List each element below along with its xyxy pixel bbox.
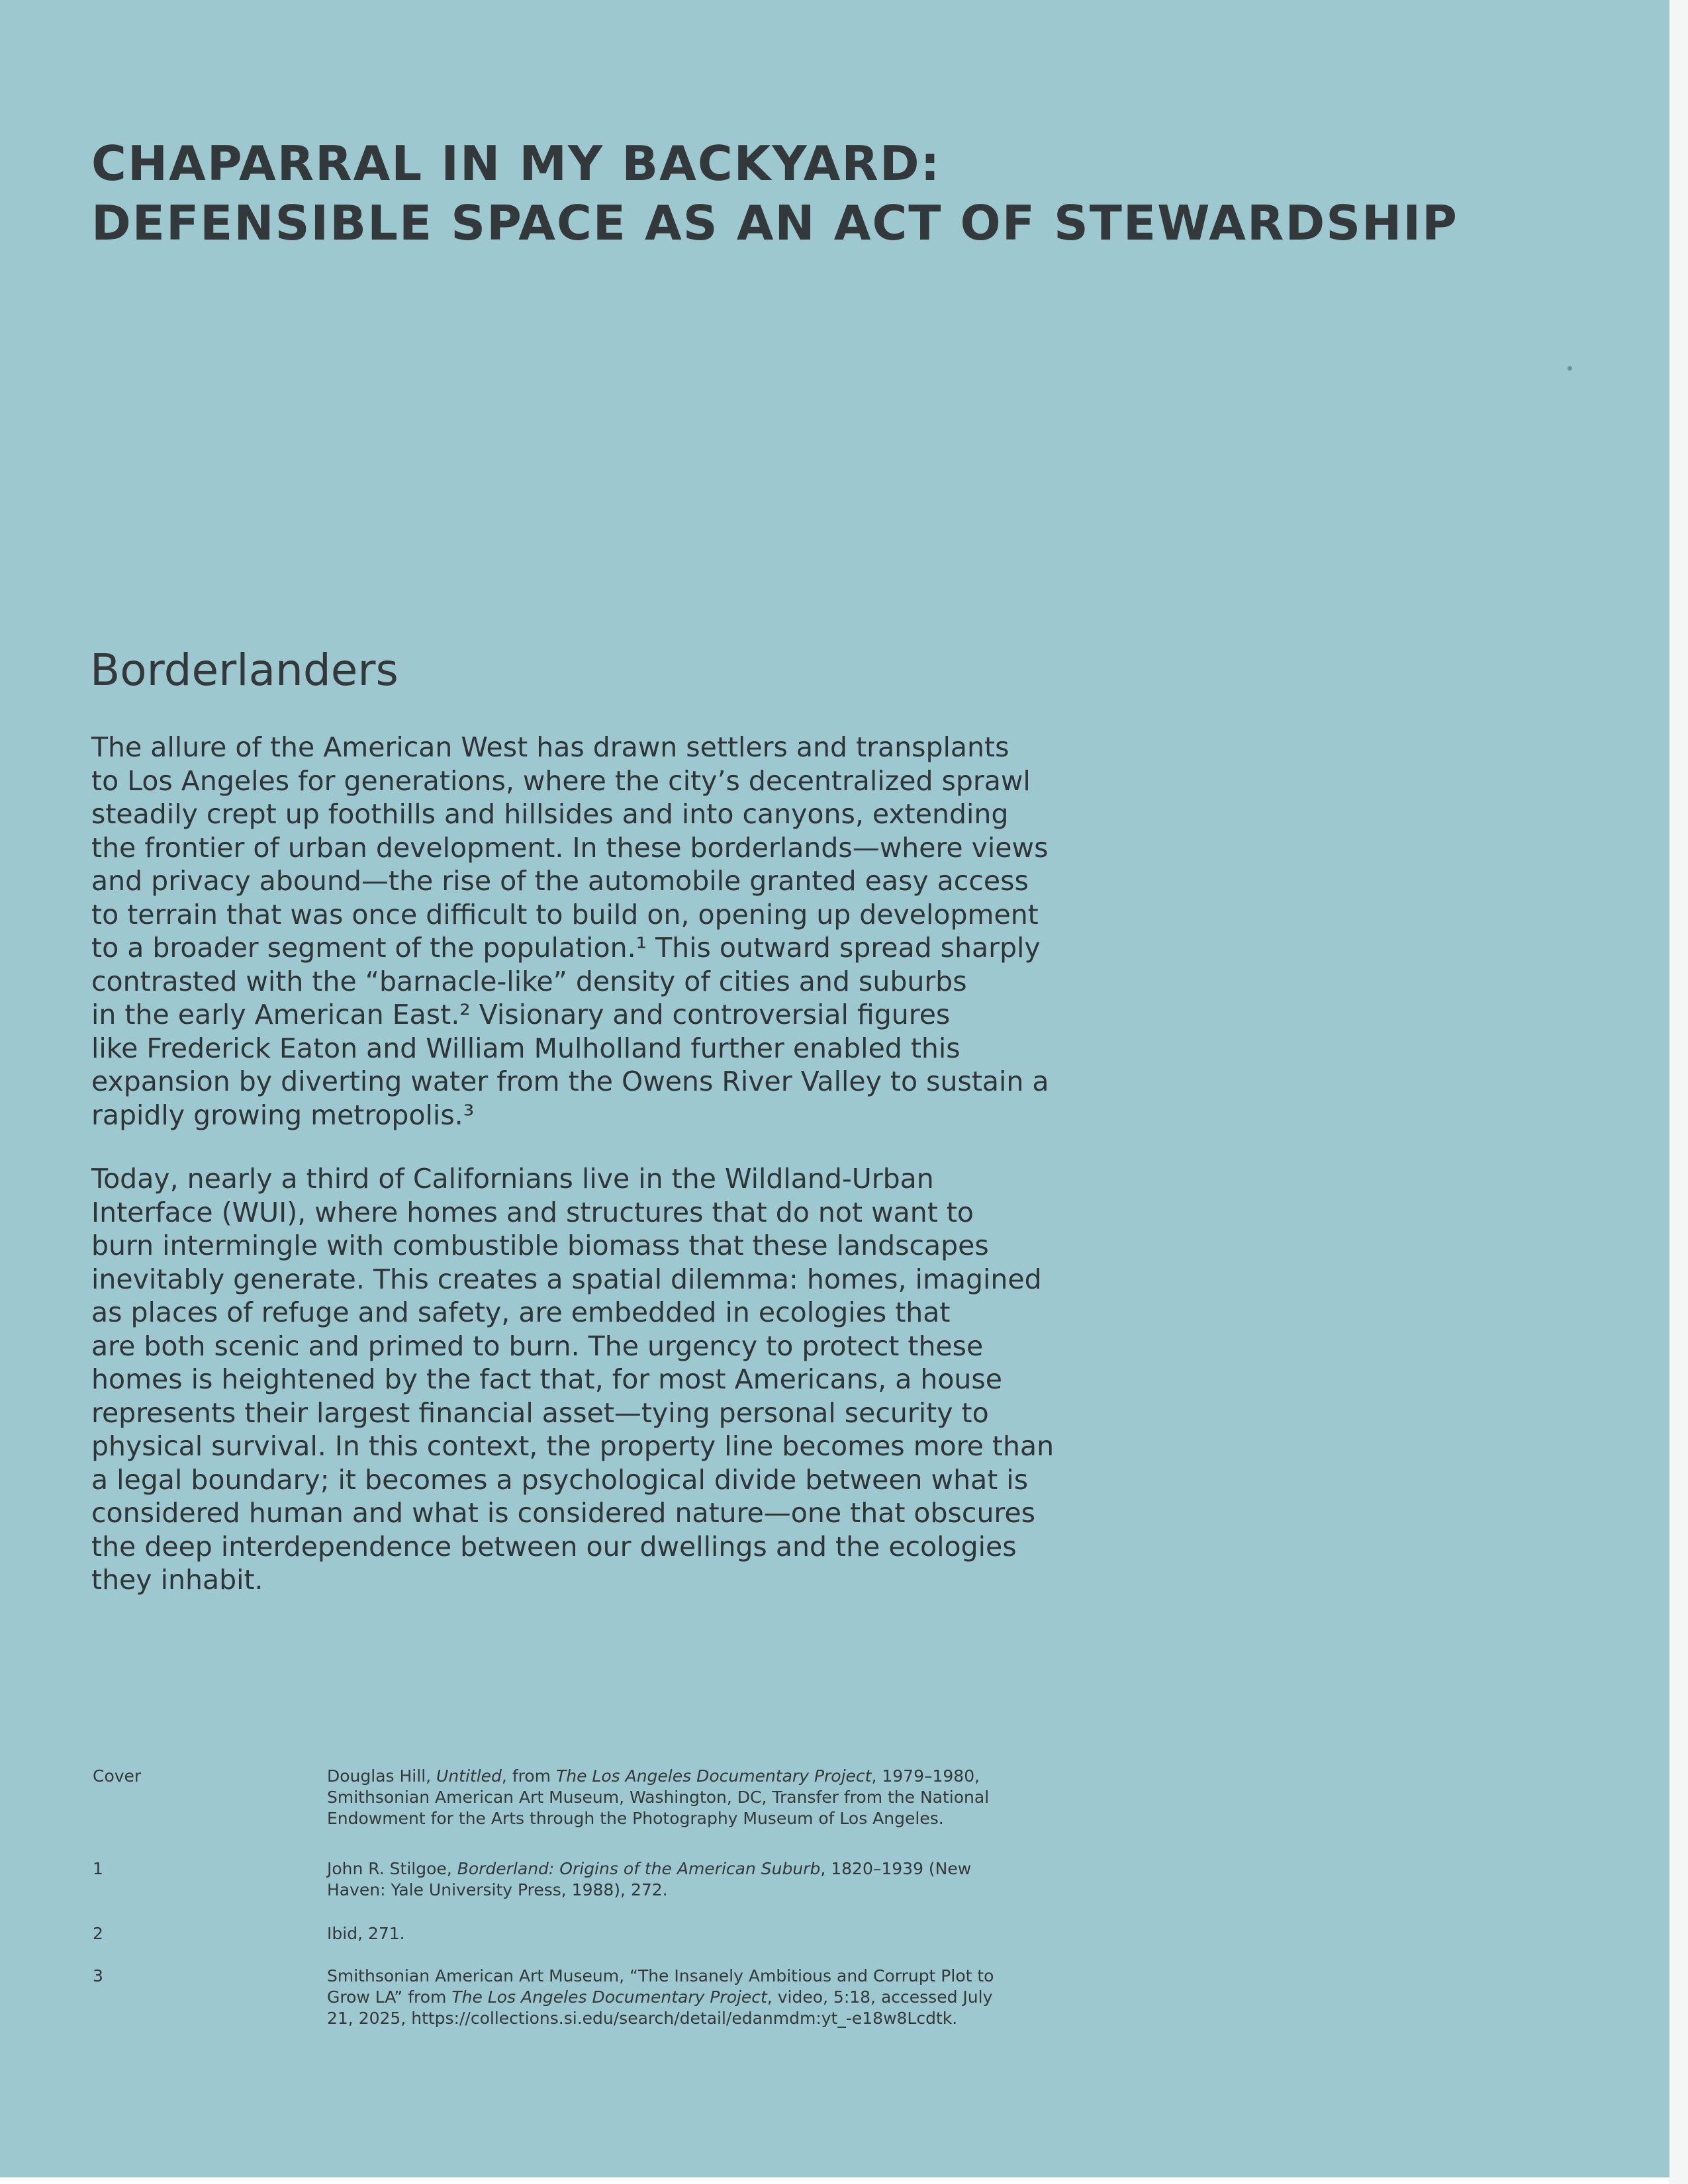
footnote-label: 1 — [93, 1859, 103, 1878]
title-line-2: DEFENSIBLE SPACE AS AN ACT OF STEWARDSHIP — [91, 195, 1458, 251]
footnote-title-run: Untitled — [436, 1766, 502, 1786]
paragraph-line: to a broader segment of the population.¹ This outward spread sharply — [91, 932, 1041, 964]
paragraph-line: Today, nearly a third of Californians live in the Wildland-Urban — [91, 1163, 934, 1195]
paper-speck — [1568, 366, 1572, 371]
footnote-run: Smithsonian American Art Museum, “The Insanely Ambitious and Corrupt Plot to — [327, 1966, 994, 1985]
footnote-title-run: The Los Angeles Documentary Project — [451, 1987, 767, 2007]
footnote-label: Cover — [93, 1766, 142, 1786]
footnote-line — [327, 1787, 1082, 1808]
paragraph-line: a legal boundary; it becomes a psychological divide between what is — [91, 1463, 1029, 1496]
footnote-run: , from — [501, 1766, 556, 1786]
footnote-line — [327, 1858, 1082, 1880]
footnote-run: Ibid, 271. — [327, 1924, 405, 1943]
footnote-run: Grow LA” from — [327, 1987, 452, 2007]
page-edge — [1669, 0, 1688, 2184]
paragraph-line: to terrain that was once difficult to build on, opening up development — [91, 898, 1039, 931]
paragraph-line: expansion by diverting water from the Owens River Valley to sustain a — [91, 1066, 1049, 1097]
paragraph-line: the frontier of urban development. In these borderlands—where views — [91, 831, 1049, 864]
paragraph-line: burn intermingle with combustible biomass that these landscapes — [91, 1230, 989, 1261]
paragraph-line: inevitably generate. This creates a spatial dilemma: homes, imagined — [91, 1263, 1042, 1295]
paragraph-line: The allure of the American West has drawn settlers and transplants — [91, 731, 1009, 763]
footnote-line — [327, 1808, 1082, 1829]
paragraph-line: to Los Angeles for generations, where the city’s decentralized sprawl — [91, 764, 1031, 797]
body-paragraph-1 — [91, 731, 1071, 1132]
paragraph-line: rapidly growing metropolis.³ — [91, 1099, 475, 1131]
footnote-text — [327, 1966, 1082, 2029]
footnote-line — [327, 1880, 1082, 1901]
paragraph-line: in the early American East.² Visionary and controversial figures — [91, 999, 951, 1030]
paragraph-line: contrasted with the “barnacle-like” density of cities and suburbs — [91, 965, 967, 997]
footnote-run: Endowment for the Arts through the Photography Museum of Los Angeles. — [327, 1809, 944, 1828]
paragraph-line: like Frederick Eaton and William Mulholland further enabled this — [91, 1032, 961, 1064]
paragraph-line: steadily crept up foothills and hillsides and into canyons, extending — [91, 798, 1009, 830]
footnote-run: , video, 5:18, accessed July — [767, 1987, 993, 2007]
footnote-label: 2 — [93, 1924, 103, 1943]
footnote-line — [327, 1923, 1082, 1944]
document-title — [91, 134, 1614, 253]
footnote-text — [327, 1766, 1082, 1829]
paragraph-line: are both scenic and primed to burn. The urgency to protect these — [91, 1330, 984, 1362]
paragraph-line: and privacy abound—the rise of the automobile granted easy access — [91, 865, 1029, 897]
footnote-title-run: The Los Angeles Documentary Project — [555, 1766, 872, 1786]
body-paragraph-2 — [91, 1162, 1071, 1597]
footnote-run: John R. Stilgoe, — [327, 1859, 457, 1878]
paragraph-line: the deep interdependence between our dwellings and the ecologies — [91, 1530, 1017, 1563]
paragraph-line: as places of refuge and safety, are embedded in ecologies that — [91, 1297, 951, 1328]
footnote-run: Smithsonian American Art Museum, Washington, DC, Transfer from the National — [327, 1788, 990, 1807]
paragraph-line: homes is heightened by the fact that, for most Americans, a house — [91, 1363, 1003, 1395]
footnote-run: , 1820–1939 (New — [820, 1859, 972, 1878]
paragraph-line: they inhabit. — [91, 1564, 263, 1596]
footnote-label: 3 — [93, 1966, 103, 1985]
title-line-1: CHAPARRAL IN MY BACKYARD: — [91, 136, 941, 191]
paragraph-line: Interface (WUI), where homes and structures that do not want to — [91, 1196, 974, 1228]
footnote-run: Haven: Yale University Press, 1988), 272. — [327, 1880, 668, 1899]
section-heading: Borderlanders — [90, 645, 399, 696]
footnote-title-run: Borderland: Origins of the American Suburb — [457, 1859, 821, 1878]
footnote-line — [327, 1766, 1082, 1787]
footnote-line — [327, 1987, 1082, 2008]
paragraph-line: physical survival. In this context, the property line becomes more than — [91, 1430, 1055, 1462]
footnote-line — [327, 1966, 1082, 1987]
footnote-run: 21, 2025, https://collections.si.edu/search/detail/edanmdm:yt_-e18w8Lcdtk. — [327, 2009, 958, 2028]
paragraph-line: represents their largest financial asset—tying personal security to — [91, 1396, 989, 1429]
footnote-text — [327, 1858, 1082, 1901]
footnote-text — [327, 1923, 1082, 1944]
footnote-run: Douglas Hill, — [327, 1766, 437, 1786]
footnote-line — [327, 2008, 1082, 2029]
paragraph-line: considered human and what is considered nature—one that obscures — [91, 1497, 1035, 1529]
footnote-run: , 1979–1980, — [871, 1766, 980, 1786]
